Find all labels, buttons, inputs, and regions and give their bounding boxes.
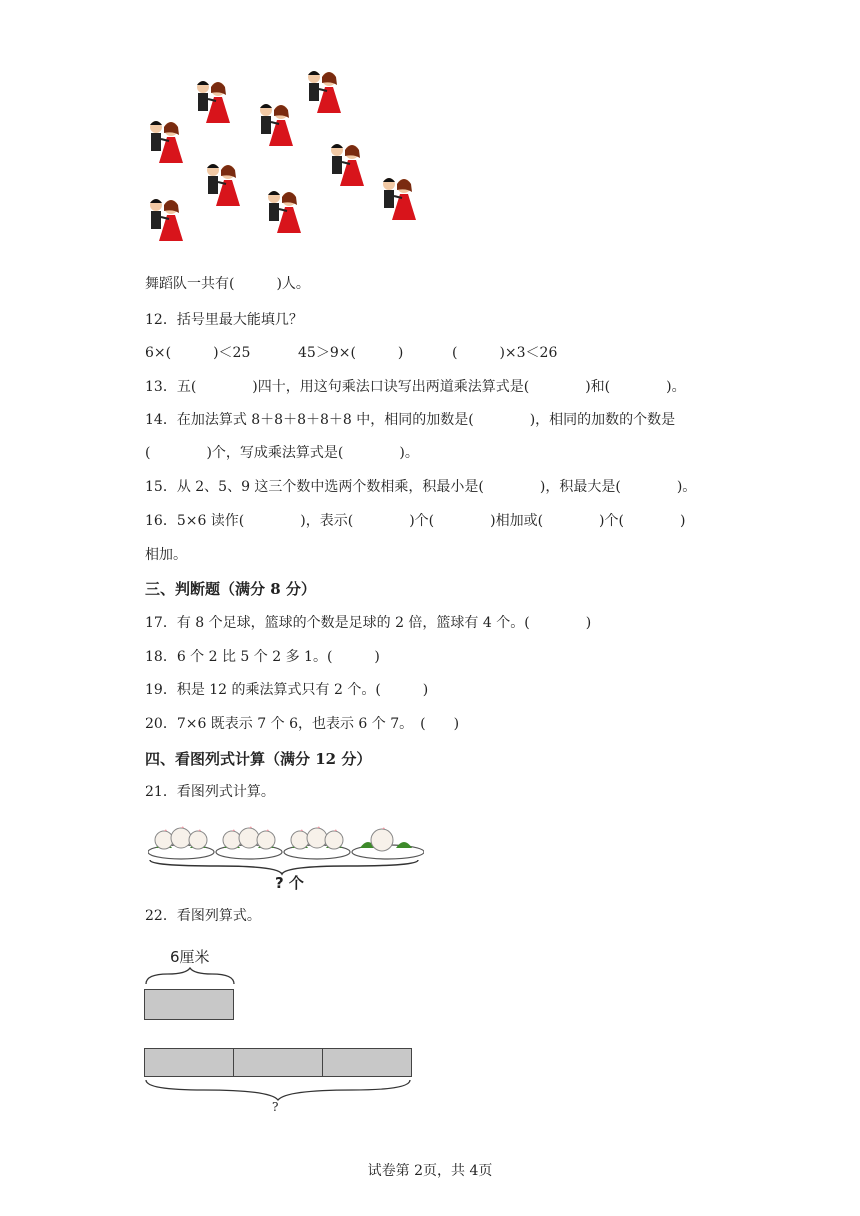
buns-question-label: ? 个 xyxy=(275,874,304,892)
q18: 18．6 个 2 比 5 个 2 多 1。( ) xyxy=(145,649,380,665)
q14-line2: ( )个，写成乘法算式是( )。 xyxy=(145,445,419,461)
dancing-couples-illustration xyxy=(140,64,440,274)
q14-line1: 14．在加法算式 8＋8＋8＋8＋8 中，相同的加数是( )，相同的加数的个数是 xyxy=(145,412,676,428)
bar-segment-2 xyxy=(233,1048,323,1077)
q17: 17．有 8 个足球，篮球的个数是足球的 2 倍，篮球有 4 个。( ) xyxy=(145,615,592,631)
q21: 21．看图列式计算。 xyxy=(145,784,275,800)
q12-part-a: 6×( )＜25 xyxy=(145,345,251,361)
q19: 19．积是 12 的乘法算式只有 2 个。( ) xyxy=(145,682,429,698)
q20: 20．7×6 既表示 7 个 6，也表示 6 个 7。 ( ) xyxy=(145,716,460,732)
q12-part-c: ( )×3＜26 xyxy=(452,345,558,361)
top-brace xyxy=(144,966,236,986)
bar-length-label: 6厘米 xyxy=(170,948,210,966)
section-3-title: 三、判断题（满分 8 分） xyxy=(145,580,316,598)
bar-total-question: ? xyxy=(272,1100,279,1114)
bar-segment-1 xyxy=(144,1048,234,1077)
q16-line2: 相加。 xyxy=(145,547,187,563)
q16-line1: 16．5×6 读作( )，表示( )个( )相加或( )个( ) xyxy=(145,513,686,529)
q12-part-b: 45＞9×( ) xyxy=(298,345,404,361)
bar-segment-3 xyxy=(322,1048,412,1077)
q15: 15．从 2、5、9 这三个数中选两个数相乘，积最小是( )，积最大是( )。 xyxy=(145,479,697,495)
q-dance-total: 舞蹈队一共有( )人。 xyxy=(145,276,310,292)
single-bar xyxy=(144,989,234,1020)
q22: 22．看图列算式。 xyxy=(145,908,261,924)
q13: 13．五( )四十，用这句乘法口诀写出两道乘法算式是( )和( )。 xyxy=(145,379,686,395)
bottom-brace xyxy=(144,1078,414,1102)
section-4-title: 四、看图列式计算（满分 12 分） xyxy=(145,750,372,768)
page-footer: 试卷第 2页，共 4页 xyxy=(367,1163,493,1179)
q12-prompt: 12．括号里最大能填几？ xyxy=(145,312,303,328)
